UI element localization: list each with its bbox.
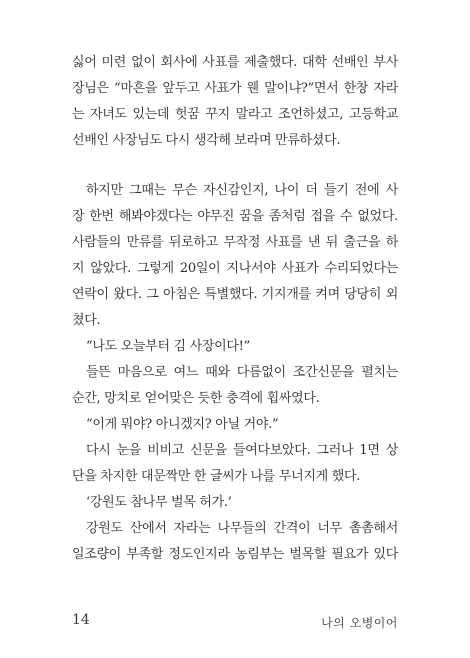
body-text (72, 50, 398, 568)
text-line: 는 자녀도 있는데 헛꿈 꾸지 말라고 조언하셨고, 고등학교 (72, 107, 398, 122)
text-line: 다시 눈을 비비고 신문을 들여다보았다. 그러나 1면 상 (86, 443, 398, 458)
text-line: 장 한번 해봐야겠다는 야무진 꿈을 좀처럼 접을 수 없었다. (72, 209, 398, 224)
running-title: 나의 오병이어 (321, 616, 398, 630)
text-line: 하지만 그때는 무슨 자신감인지, 나이 더 들기 전에 사 (86, 183, 398, 198)
text-line: 지 않았다. 그렇게 20일이 지나서야 사표가 수리되었다는 (72, 261, 398, 276)
quote-line: ‘강원도 참나무 벌목 허가.’ (86, 495, 232, 510)
dialogue-line: “이게 뭐야? 아니겠지? 아닐 거야.” (86, 417, 279, 432)
text-line: 연락이 왔다. 그 아침은 특별했다. 기지개를 켜며 당당히 외 (72, 287, 398, 302)
text-line: 일조량이 부족할 정도인지라 농림부는 벌목할 필요가 있다 (72, 547, 398, 562)
paragraph-gap (72, 154, 398, 178)
text-line: 싫어 미련 없이 회사에 사표를 제출했다. 대학 선배인 부사 (72, 55, 398, 70)
text-line: 단을 차지한 대문짝만 한 글씨가 나를 무너지게 했다. (72, 469, 361, 484)
text-line: 들뜬 마음으로 여느 때와 다름없이 조간신문을 펼치는 (86, 365, 398, 380)
text-line: 장님은 “마흔을 앞두고 사표가 웬 말이냐?”면서 한창 자라 (72, 81, 398, 96)
text-line: 강원도 산에서 자라는 나무들의 간격이 너무 촘촘해서 (86, 521, 398, 536)
text-line: 순간, 망치로 얻어맞은 듯한 충격에 휩싸였다. (72, 391, 320, 406)
text-line: 사람들의 만류를 뒤로하고 무작정 사표를 낸 뒤 출근을 하 (72, 235, 398, 250)
page-number: 14 (72, 612, 90, 628)
text-line: 쳤다. (72, 313, 101, 328)
dialogue-line: “나도 오늘부터 김 사장이다!” (86, 339, 250, 354)
text-line: 선배인 사장님도 다시 생각해 보라며 만류하셨다. (72, 133, 341, 148)
